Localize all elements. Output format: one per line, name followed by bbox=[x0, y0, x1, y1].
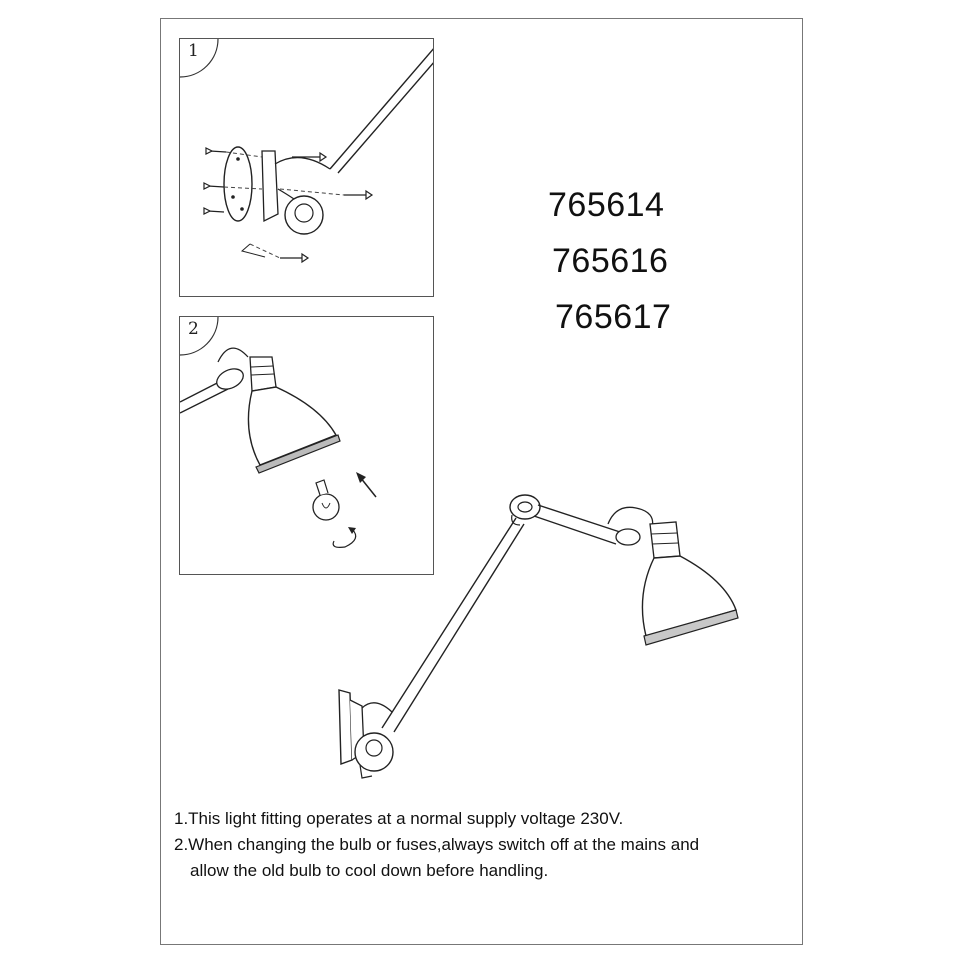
wall-lamp-illustration bbox=[325, 480, 745, 780]
note-bulb-change-continued: allow the old bulb to cool down before handling. bbox=[190, 861, 549, 880]
safety-notes bbox=[174, 806, 784, 884]
step-1-number: 1 bbox=[188, 41, 199, 61]
step-1-panel bbox=[179, 38, 434, 297]
model-number: 765616 bbox=[552, 242, 669, 280]
wall-mount-assembly-illustration bbox=[180, 39, 434, 297]
model-number: 765617 bbox=[555, 298, 672, 336]
step-2-number: 2 bbox=[188, 319, 199, 339]
model-number: 765614 bbox=[548, 186, 665, 224]
note-bulb-change: 2.When changing the bulb or fuses,always switch off at the mains and bbox=[174, 835, 700, 854]
note-voltage: 1.This light fitting operates at a normal supply voltage 230V. bbox=[174, 809, 624, 828]
